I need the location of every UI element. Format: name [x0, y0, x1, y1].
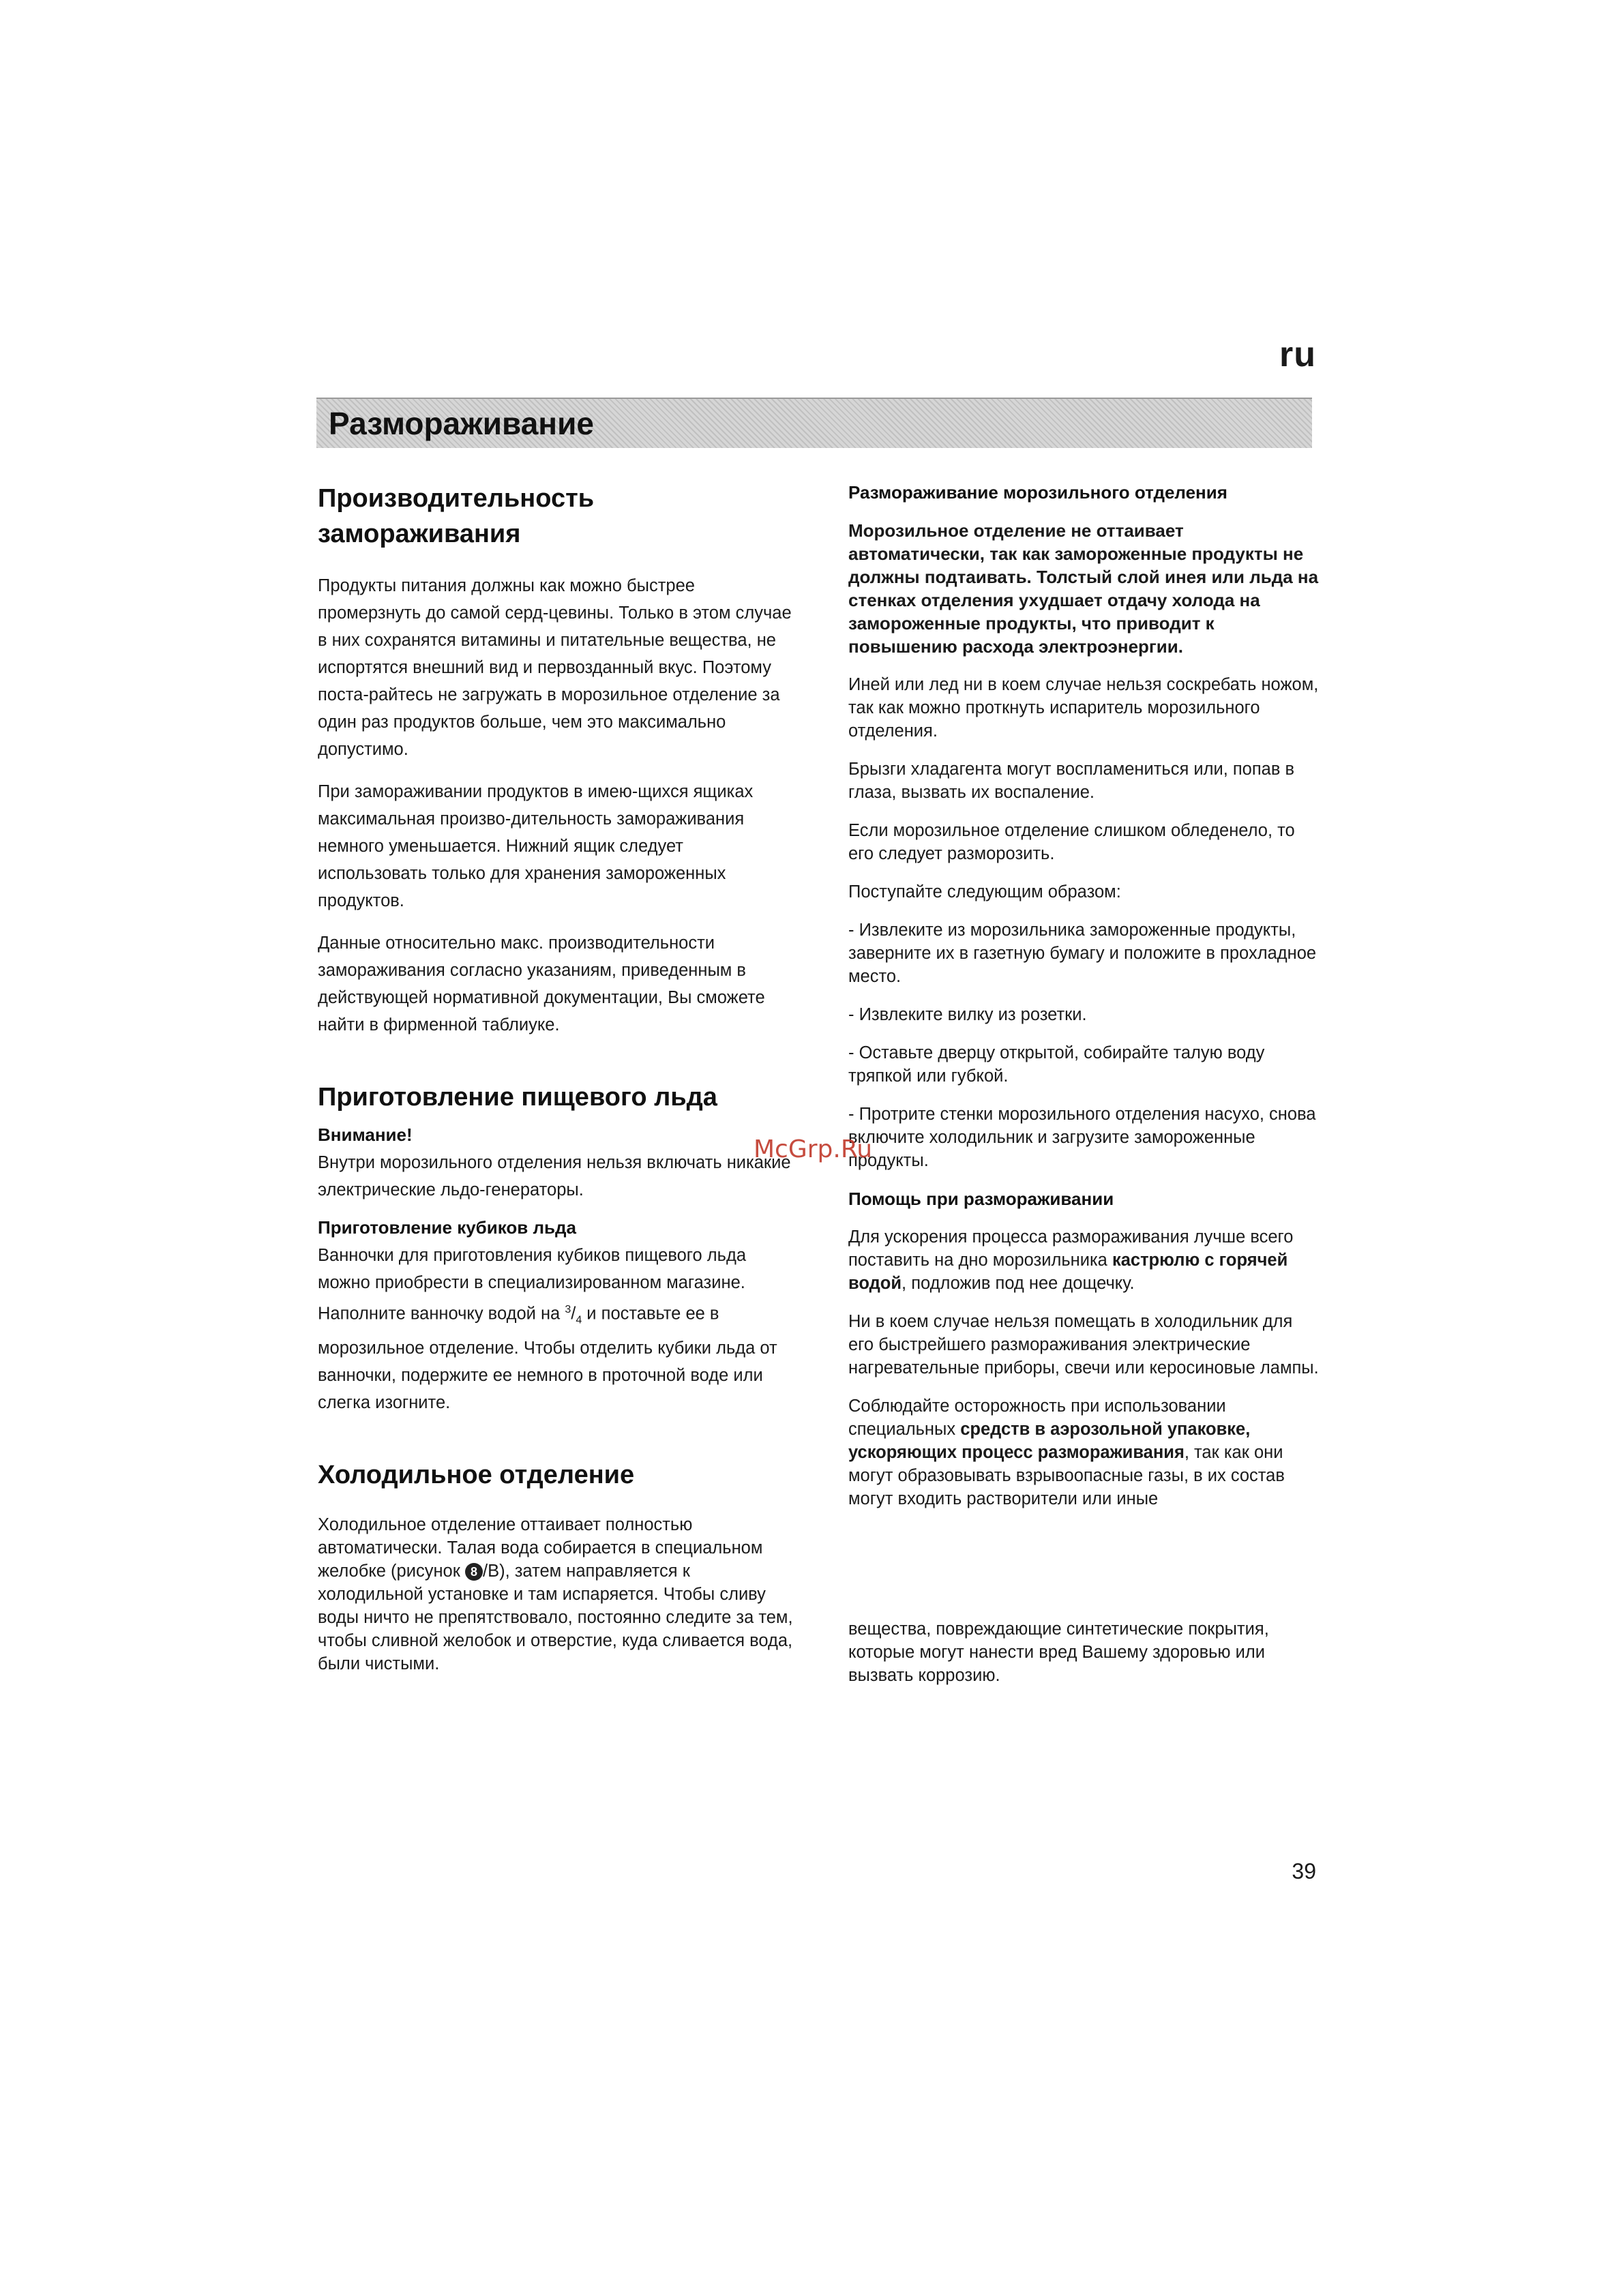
paragraph: Иней или лед ни в коем случае нельзя соскребать ножом, так как можно проткнуть испаритель морозильного отделения.	[848, 675, 1319, 741]
paragraph: Брызги хладагента могут воспламениться или, попав в глаза, вызвать их воспаление.	[848, 760, 1295, 802]
paragraph: Поступайте следующим образом:	[848, 882, 1121, 901]
fridge-text: Холодильное отделение оттаивает полностью автоматически. Талая вода собирается в специальном желобке (рисунок 8 /B), затем направляется к холодильной установке и там испаряется. Чтобы сливу воды ничто не препятствовало, постоянно следите за тем, чтобы сливной желобок и отверстие, куда сливается вода, были чистыми.	[318, 1515, 793, 1673]
ice-cubes-text: Ванночки для приготовления кубиков пищевого льда можно приобрести в специализированном магазине. Наполните ванночку водой на $^3/_4$ и поставьте ее в морозильное отделение. Чтобы отделить кубики льда от ванночки, подержите ее немного в проточной воде или слегка изогните.	[318, 1246, 777, 1412]
heading-freezing-capacity: Производительность замораживания	[318, 484, 595, 548]
language-label: ru	[1279, 335, 1316, 374]
paragraph: Данные относительно макс. производительности замораживания согласно указаниям, приведенным в действующей нормативной документации, Вы сможете найти в фирменной таблиуке.	[318, 934, 765, 1034]
left-column	[318, 481, 795, 1690]
step-item: - Протрите стенки морозильного отделения насухо, снова включите холодильник и загрузите замороженные продукты.	[848, 1105, 1316, 1170]
heading-ice-cubes: Приготовление кубиков льда	[318, 1217, 576, 1238]
section-title: Размораживание	[329, 406, 594, 441]
section-banner	[316, 398, 1312, 448]
heading-ice-making: Приготовление пищевого льда	[318, 1083, 717, 1112]
step-item: - Извлеките вилку из розетки.	[848, 1005, 1087, 1024]
paragraph: Если морозильное отделение слишком обледенело, то его следует разморозить.	[848, 821, 1295, 863]
paragraph: При замораживании продуктов в имею-щихся ящиках максимальная произво-дительность замораживания немного уменьшается. Нижний ящик следует использовать только для хранения замороженных продуктов.	[318, 782, 754, 910]
help-text: Соблюдайте осторожность при использовании специальных средств в аэрозольной упаковке, ускоряющих процесс размораживания, так как они могут образовывать взрывоопасные газы, в их состав могут входить растворители или иные	[848, 1397, 1285, 1508]
paragraph: Продукты питания должны как можно быстрее промерзнуть до самой серд-цевины. Только в этом случае в них сохранятся витамины и питательные вещества, не испортятся внешний вид и первозданный вкус. Поэтому поста-райтесь не загружать в морозильное отделение за один раз продуктов больше, чем это максимально допустимо.	[318, 576, 792, 759]
right-column-continuation	[848, 1617, 1319, 1702]
heading-defrost-help: Помощь при размораживании	[848, 1189, 1114, 1209]
heading-fridge-compartment: Холодильное отделение	[318, 1460, 635, 1489]
help-text: Для ускорения процесса размораживания лучше всего поставить на дно морозильника кастрюлю с горячей водой, подложив под нее дощечку.	[848, 1227, 1294, 1293]
watermark: McGrp.Ru	[754, 1135, 873, 1163]
step-item: - Извлеките из морозильника замороженные продукты, заверните их в газетную бумагу и положите в прохладное место.	[848, 921, 1317, 986]
paragraph: Ни в коем случае нельзя помещать в холодильник для его быстрейшего размораживания электрические нагревательные приборы, свечи или керосиновые лампы.	[848, 1312, 1319, 1377]
attention-label: Внимание!	[318, 1124, 413, 1145]
attention-text: Внутри морозильного отделения нельзя включать никакие электрические льдо-генераторы.	[318, 1153, 791, 1199]
figure-number-icon: 8	[465, 1563, 483, 1581]
warning-text: Морозильное отделение не оттаивает автоматически, так как замороженные продукты не должны подтаивать. Толстый слой инея или льда на стенках отделения ухудшает отдачу холода на замороженные продукты, что приводит к повышению расхода электроэнергии.	[848, 520, 1319, 657]
right-column	[848, 481, 1319, 1525]
step-item: - Оставьте дверцу открытой, собирайте талую воду тряпкой или губкой.	[848, 1043, 1265, 1086]
heading-freezer-defrost: Размораживание морозильного отделения	[848, 482, 1227, 503]
paragraph: вещества, повреждающие синтетические покрытия, которые могут нанести вред Вашему здоровью или вызвать коррозию.	[848, 1620, 1269, 1685]
page-number: 39	[1292, 1859, 1316, 1883]
